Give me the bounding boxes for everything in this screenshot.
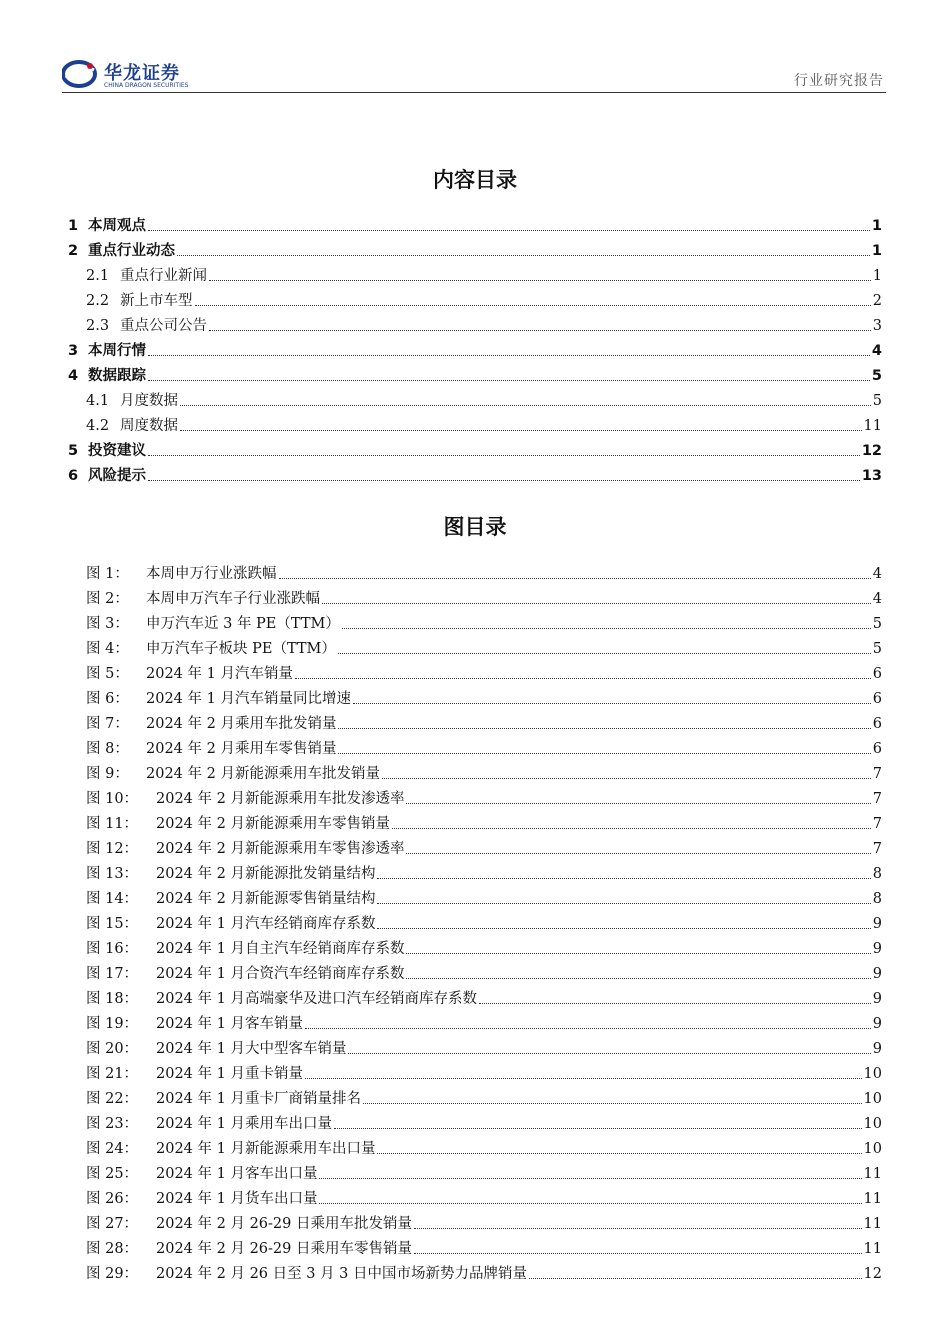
entry-number: 1 bbox=[68, 218, 79, 234]
figure-entry[interactable] bbox=[66, 634, 882, 659]
dot-leader bbox=[392, 828, 871, 829]
figure-entry[interactable] bbox=[66, 759, 882, 784]
entry-label bbox=[66, 1064, 303, 1084]
entry-number: 图 11： bbox=[86, 816, 139, 832]
page-header bbox=[62, 52, 886, 96]
entry-number: 图 9： bbox=[86, 766, 129, 782]
entry-page-number: 12 bbox=[861, 443, 882, 459]
dot-leader bbox=[406, 853, 870, 854]
entry-number: 2 bbox=[68, 243, 79, 259]
entry-text: 2024 年 1 月合资汽车经销商库存系数 bbox=[156, 966, 405, 982]
entry-text: 2024 年 2 月新能源零售销量结构 bbox=[156, 891, 376, 907]
entry-page-number: 10 bbox=[863, 1116, 882, 1132]
entry-page-number: 7 bbox=[872, 816, 882, 832]
dot-leader bbox=[177, 255, 870, 256]
entry-text: 周度数据 bbox=[120, 418, 178, 434]
entry-text: 2024 年 2 月乘用车批发销量 bbox=[146, 716, 337, 732]
entry-number: 4.1 bbox=[86, 393, 110, 409]
figure-entry[interactable] bbox=[66, 834, 882, 859]
entry-label bbox=[66, 814, 390, 834]
entry-label bbox=[66, 416, 178, 436]
entry-text: 2024 年 1 月自主汽车经销商库存系数 bbox=[156, 941, 405, 957]
dragon-logo-icon bbox=[62, 58, 98, 88]
entry-text: 2024 年 1 月客车销量 bbox=[156, 1016, 303, 1032]
figure-entry[interactable] bbox=[66, 584, 882, 609]
toc-entry[interactable] bbox=[66, 361, 882, 386]
entry-label bbox=[66, 939, 404, 959]
dot-leader bbox=[382, 778, 871, 779]
entry-text: 2024 年 2 月 26-29 日乘用车批发销量 bbox=[156, 1216, 412, 1232]
entry-text: 申万汽车近 3 年 PE（TTM） bbox=[146, 616, 340, 632]
figure-entry[interactable] bbox=[66, 909, 882, 934]
figure-entry[interactable] bbox=[66, 1184, 882, 1209]
entry-text: 重点行业动态 bbox=[88, 243, 175, 259]
entry-number: 图 23： bbox=[86, 1116, 139, 1132]
entry-number: 图 28： bbox=[86, 1241, 139, 1257]
toc-entry[interactable] bbox=[66, 286, 882, 311]
entry-text: 投资建议 bbox=[88, 443, 146, 459]
entry-page-number: 1 bbox=[872, 268, 882, 284]
entry-label bbox=[66, 639, 336, 659]
entry-page-number: 5 bbox=[872, 641, 882, 657]
entry-page-number: 7 bbox=[872, 841, 882, 857]
figure-entry[interactable] bbox=[66, 709, 882, 734]
dot-leader bbox=[406, 978, 870, 979]
entry-label bbox=[66, 291, 193, 311]
dot-leader bbox=[348, 1053, 870, 1054]
figure-entry[interactable] bbox=[66, 1209, 882, 1234]
dot-leader bbox=[180, 405, 871, 406]
entry-text: 2024 年 2 月 26 日至 3 月 3 日中国市场新势力品牌销量 bbox=[156, 1266, 528, 1282]
dot-leader bbox=[338, 653, 871, 654]
entry-number: 图 2： bbox=[86, 591, 129, 607]
header-divider bbox=[62, 92, 886, 93]
entry-label bbox=[66, 964, 404, 984]
entry-label bbox=[66, 564, 277, 584]
entry-label bbox=[66, 216, 146, 236]
entry-text: 2024 年 2 月新能源乘用车批发销量 bbox=[146, 766, 380, 782]
entry-label bbox=[66, 664, 293, 684]
entry-number: 6 bbox=[68, 468, 79, 484]
entry-label bbox=[66, 1014, 303, 1034]
entry-number: 图 5： bbox=[86, 666, 129, 682]
dot-leader bbox=[319, 1203, 861, 1204]
dot-leader bbox=[353, 703, 871, 704]
entry-text: 2024 年 1 月汽车经销商库存系数 bbox=[156, 916, 376, 932]
company-logo bbox=[62, 56, 202, 96]
entry-page-number: 3 bbox=[872, 318, 882, 334]
dot-leader bbox=[342, 628, 871, 629]
entry-number: 图 14： bbox=[86, 891, 139, 907]
dot-leader bbox=[305, 1028, 871, 1029]
entry-text: 2024 年 1 月汽车销量同比增速 bbox=[146, 691, 351, 707]
entry-page-number: 8 bbox=[872, 866, 882, 882]
dot-leader bbox=[479, 1003, 871, 1004]
toc-entry[interactable] bbox=[66, 461, 882, 486]
entry-number: 图 24： bbox=[86, 1141, 139, 1157]
entry-label bbox=[66, 1264, 527, 1284]
entry-label bbox=[66, 864, 375, 884]
entry-number: 图 22： bbox=[86, 1091, 139, 1107]
entry-number: 图 21： bbox=[86, 1066, 139, 1082]
entry-label bbox=[66, 316, 207, 336]
dot-leader bbox=[338, 728, 870, 729]
entry-page-number: 12 bbox=[863, 1266, 882, 1282]
entry-number: 5 bbox=[68, 443, 79, 459]
list-of-figures bbox=[66, 559, 882, 1284]
figure-entry[interactable] bbox=[66, 859, 882, 884]
entry-label bbox=[66, 1139, 375, 1159]
entry-label bbox=[66, 441, 146, 461]
entry-page-number: 8 bbox=[872, 891, 882, 907]
figure-entry[interactable] bbox=[66, 684, 882, 709]
entry-page-number: 9 bbox=[872, 991, 882, 1007]
entry-text: 2024 年 2 月新能源乘用车零售渗透率 bbox=[156, 841, 405, 857]
entry-page-number: 11 bbox=[863, 418, 882, 434]
entry-page-number: 5 bbox=[872, 393, 882, 409]
entry-page-number: 9 bbox=[872, 966, 882, 982]
entry-page-number: 4 bbox=[871, 343, 882, 359]
entry-text: 2024 年 2 月新能源乘用车批发渗透率 bbox=[156, 791, 405, 807]
toc-title: 内容目录 bbox=[433, 168, 517, 192]
entry-number: 图 1： bbox=[86, 566, 129, 582]
entry-page-number: 1 bbox=[871, 243, 882, 259]
figure-entry[interactable] bbox=[66, 1109, 882, 1134]
entry-text: 2024 年 1 月新能源乘用车出口量 bbox=[156, 1141, 376, 1157]
dot-leader bbox=[377, 928, 870, 929]
dot-leader bbox=[377, 903, 870, 904]
entry-text: 本周申万行业涨跌幅 bbox=[146, 566, 277, 582]
dot-leader bbox=[305, 1078, 862, 1079]
entry-number: 图 15： bbox=[86, 916, 139, 932]
entry-page-number: 11 bbox=[863, 1191, 882, 1207]
toc-entry[interactable] bbox=[66, 411, 882, 436]
dot-leader bbox=[363, 1103, 862, 1104]
entry-label bbox=[66, 341, 146, 361]
entry-number: 3 bbox=[68, 343, 79, 359]
entry-page-number: 5 bbox=[871, 368, 882, 384]
entry-page-number: 6 bbox=[872, 716, 882, 732]
entry-text: 2024 年 1 月货车出口量 bbox=[156, 1191, 318, 1207]
entry-page-number: 10 bbox=[863, 1066, 882, 1082]
entry-page-number: 6 bbox=[872, 741, 882, 757]
entry-number: 图 6： bbox=[86, 691, 129, 707]
entry-number: 图 20： bbox=[86, 1041, 139, 1057]
entry-page-number: 6 bbox=[872, 691, 882, 707]
logo-subtitle: CHINA DRAGON SECURITIES bbox=[104, 82, 189, 89]
toc-entry[interactable] bbox=[66, 261, 882, 286]
dot-leader bbox=[377, 878, 870, 879]
entry-page-number: 2 bbox=[872, 293, 882, 309]
entry-number: 图 27： bbox=[86, 1216, 139, 1232]
entry-number: 图 17： bbox=[86, 966, 139, 982]
figure-entry[interactable] bbox=[66, 959, 882, 984]
entry-number: 图 19： bbox=[86, 1016, 139, 1032]
dot-leader bbox=[180, 430, 862, 431]
entry-label bbox=[66, 1164, 317, 1184]
entry-number: 图 12： bbox=[86, 841, 139, 857]
entry-number: 2.2 bbox=[86, 293, 110, 309]
entry-label bbox=[66, 689, 351, 709]
entry-number: 2.1 bbox=[86, 268, 110, 284]
entry-number: 图 7： bbox=[86, 716, 129, 732]
entry-text: 2024 年 2 月新能源批发销量结构 bbox=[156, 866, 376, 882]
entry-text: 2024 年 1 月重卡销量 bbox=[156, 1066, 303, 1082]
entry-page-number: 1 bbox=[871, 218, 882, 234]
figure-entry[interactable] bbox=[66, 609, 882, 634]
entry-page-number: 9 bbox=[872, 916, 882, 932]
entry-label bbox=[66, 614, 340, 634]
figure-entry[interactable] bbox=[66, 934, 882, 959]
entry-label bbox=[66, 266, 207, 286]
entry-text: 2024 年 1 月大中型客车销量 bbox=[156, 1041, 347, 1057]
toc-entry[interactable] bbox=[66, 211, 882, 236]
entry-label bbox=[66, 914, 375, 934]
dot-leader bbox=[148, 480, 860, 481]
entry-text: 2024 年 1 月乘用车出口量 bbox=[156, 1116, 332, 1132]
entry-page-number: 9 bbox=[872, 1041, 882, 1057]
entry-number: 图 4： bbox=[86, 641, 129, 657]
figure-entry[interactable] bbox=[66, 1059, 882, 1084]
figure-list-title: 图目录 bbox=[443, 515, 507, 539]
logo-name: 华龙证券 bbox=[104, 63, 180, 84]
entry-text: 新上市车型 bbox=[120, 293, 193, 309]
dot-leader bbox=[319, 1178, 861, 1179]
entry-number: 图 8： bbox=[86, 741, 129, 757]
entry-text: 本周行情 bbox=[88, 343, 146, 359]
dot-leader bbox=[414, 1228, 862, 1229]
entry-label bbox=[66, 714, 336, 734]
entry-label bbox=[66, 989, 477, 1009]
entry-page-number: 5 bbox=[872, 616, 882, 632]
entry-number: 图 26： bbox=[86, 1191, 139, 1207]
entry-label bbox=[66, 889, 375, 909]
dot-leader bbox=[279, 578, 871, 579]
figure-entry[interactable] bbox=[66, 1009, 882, 1034]
entry-text: 申万汽车子板块 PE（TTM） bbox=[146, 641, 336, 657]
figure-entry[interactable] bbox=[66, 809, 882, 834]
entry-page-number: 7 bbox=[872, 766, 882, 782]
entry-text: 2024 年 2 月乘用车零售销量 bbox=[146, 741, 337, 757]
dot-leader bbox=[377, 1153, 861, 1154]
table-of-contents bbox=[66, 211, 882, 486]
entry-label bbox=[66, 366, 146, 386]
entry-page-number: 9 bbox=[872, 941, 882, 957]
entry-text: 2024 年 2 月 26-29 日乘用车零售销量 bbox=[156, 1241, 412, 1257]
entry-number: 图 10： bbox=[86, 791, 139, 807]
entry-label bbox=[66, 1239, 412, 1259]
dot-leader bbox=[148, 355, 870, 356]
entry-number: 图 13： bbox=[86, 866, 139, 882]
toc-entry[interactable] bbox=[66, 386, 882, 411]
dot-leader bbox=[148, 455, 860, 456]
report-type: 行业研究报告 bbox=[794, 73, 884, 89]
dot-leader bbox=[148, 380, 870, 381]
toc-entry[interactable] bbox=[66, 236, 882, 261]
figure-entry[interactable] bbox=[66, 734, 882, 759]
entry-label bbox=[66, 241, 175, 261]
entry-label bbox=[66, 789, 404, 809]
entry-label bbox=[66, 764, 380, 784]
entry-label bbox=[66, 1214, 412, 1234]
entry-text: 数据跟踪 bbox=[88, 368, 146, 384]
entry-label bbox=[66, 1089, 361, 1109]
entry-text: 2024 年 1 月客车出口量 bbox=[156, 1166, 318, 1182]
figure-entry[interactable] bbox=[66, 659, 882, 684]
entry-page-number: 9 bbox=[872, 1016, 882, 1032]
entry-label bbox=[66, 1114, 332, 1134]
dot-leader bbox=[322, 603, 871, 604]
entry-number: 4.2 bbox=[86, 418, 110, 434]
entry-label bbox=[66, 1189, 317, 1209]
entry-number: 2.3 bbox=[86, 318, 110, 334]
figure-entry[interactable] bbox=[66, 1259, 882, 1284]
entry-page-number: 11 bbox=[863, 1166, 882, 1182]
entry-page-number: 4 bbox=[872, 566, 882, 582]
dot-leader bbox=[209, 280, 871, 281]
entry-label bbox=[66, 391, 178, 411]
entry-label bbox=[66, 466, 146, 486]
entry-text: 重点公司公告 bbox=[120, 318, 207, 334]
entry-number: 图 29： bbox=[86, 1266, 139, 1282]
toc-entry[interactable] bbox=[66, 336, 882, 361]
dot-leader bbox=[529, 1278, 862, 1279]
dot-leader bbox=[334, 1128, 862, 1129]
figure-entry[interactable] bbox=[66, 1234, 882, 1259]
entry-number: 图 3： bbox=[86, 616, 129, 632]
entry-number: 图 25： bbox=[86, 1166, 139, 1182]
entry-page-number: 11 bbox=[863, 1241, 882, 1257]
entry-number: 4 bbox=[68, 368, 79, 384]
figure-entry[interactable] bbox=[66, 1134, 882, 1159]
toc-entry[interactable] bbox=[66, 436, 882, 461]
entry-number: 图 16： bbox=[86, 941, 139, 957]
figure-entry[interactable] bbox=[66, 559, 882, 584]
figure-entry[interactable] bbox=[66, 1159, 882, 1184]
entry-text: 风险提示 bbox=[88, 468, 146, 484]
figure-entry[interactable] bbox=[66, 1034, 882, 1059]
dot-leader bbox=[338, 753, 870, 754]
entry-page-number: 4 bbox=[872, 591, 882, 607]
entry-text: 本周观点 bbox=[88, 218, 146, 234]
dot-leader bbox=[209, 330, 871, 331]
entry-page-number: 6 bbox=[872, 666, 882, 682]
entry-label bbox=[66, 739, 336, 759]
dot-leader bbox=[295, 678, 871, 679]
entry-page-number: 13 bbox=[861, 468, 882, 484]
entry-label bbox=[66, 839, 404, 859]
entry-text: 2024 年 1 月重卡厂商销量排名 bbox=[156, 1091, 361, 1107]
dot-leader bbox=[195, 305, 871, 306]
entry-page-number: 10 bbox=[863, 1141, 882, 1157]
dot-leader bbox=[406, 803, 870, 804]
entry-number: 图 18： bbox=[86, 991, 139, 1007]
entry-text: 月度数据 bbox=[120, 393, 178, 409]
entry-text: 本周申万汽车子行业涨跌幅 bbox=[146, 591, 320, 607]
figure-entry[interactable] bbox=[66, 784, 882, 809]
dot-leader bbox=[148, 230, 870, 231]
entry-page-number: 10 bbox=[863, 1091, 882, 1107]
dot-leader bbox=[406, 953, 870, 954]
entry-text: 重点行业新闻 bbox=[120, 268, 207, 284]
figure-entry[interactable] bbox=[66, 1084, 882, 1109]
entry-page-number: 11 bbox=[863, 1216, 882, 1232]
entry-text: 2024 年 2 月新能源乘用车零售销量 bbox=[156, 816, 390, 832]
figure-entry[interactable] bbox=[66, 984, 882, 1009]
entry-text: 2024 年 1 月汽车销量 bbox=[146, 666, 293, 682]
figure-entry[interactable] bbox=[66, 884, 882, 909]
entry-page-number: 7 bbox=[872, 791, 882, 807]
entry-label bbox=[66, 1039, 346, 1059]
toc-entry[interactable] bbox=[66, 311, 882, 336]
dot-leader bbox=[414, 1253, 862, 1254]
entry-text: 2024 年 1 月高端豪华及进口汽车经销商库存系数 bbox=[156, 991, 477, 1007]
entry-label bbox=[66, 589, 320, 609]
